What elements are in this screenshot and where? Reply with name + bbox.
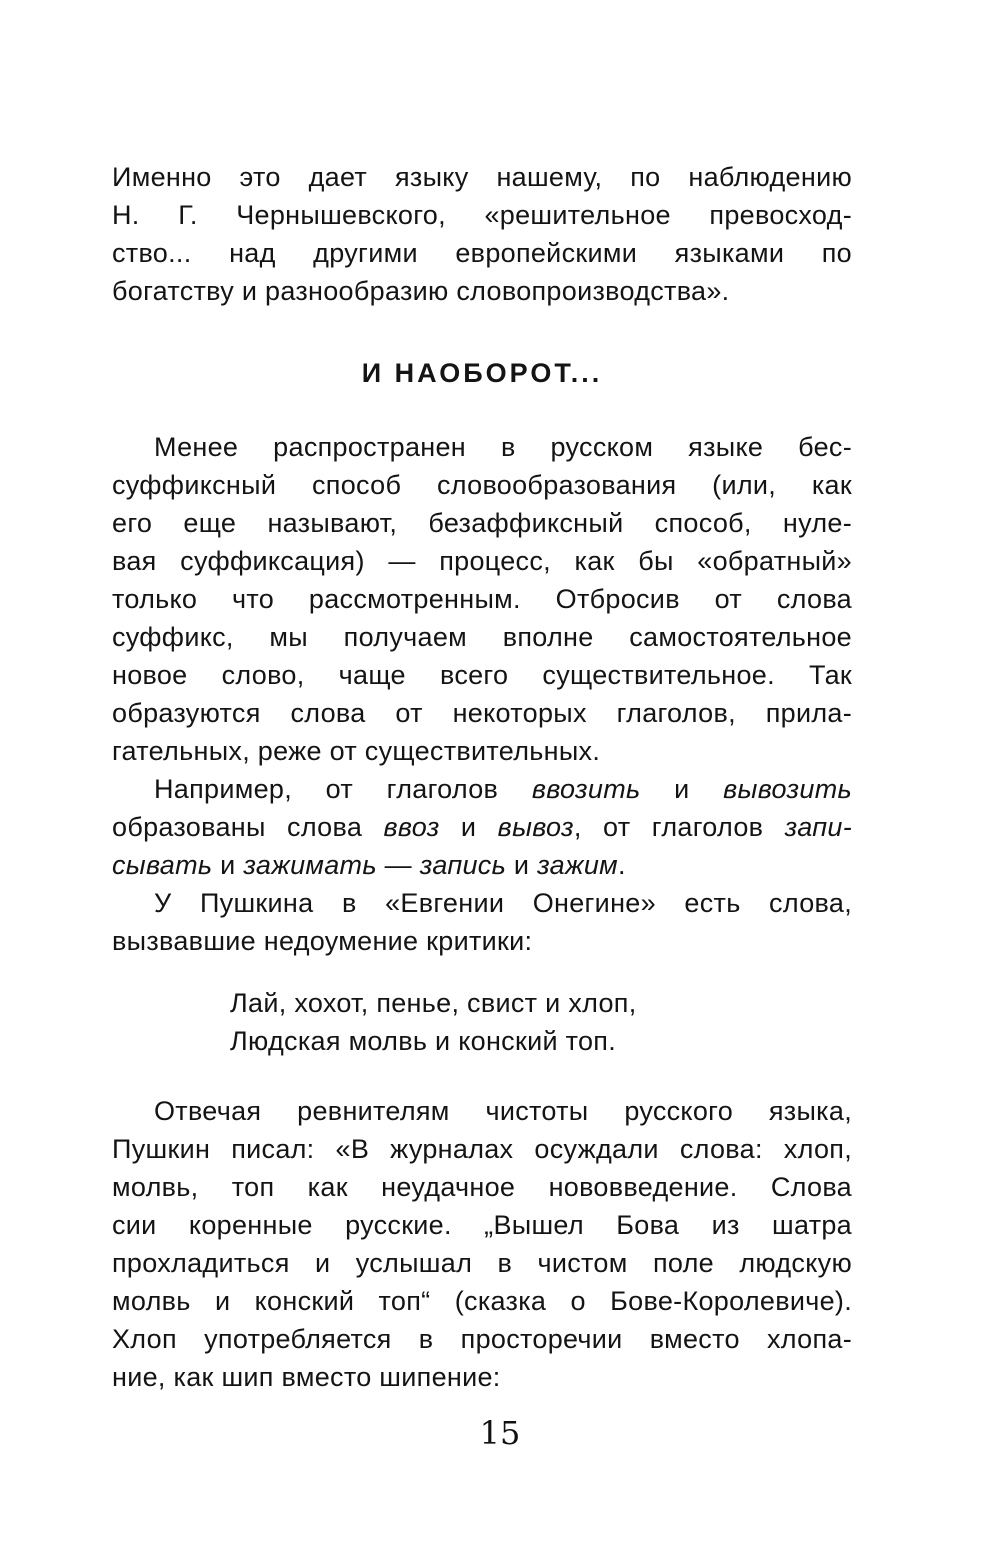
text-line [112, 1206, 852, 1244]
italic-text: ввоз [383, 812, 440, 842]
body-text: ство... над другими европейскими языками по [112, 238, 852, 268]
body-text: и [439, 812, 498, 842]
body-text: , от глаголов [573, 812, 785, 842]
body-text: вызвавшие недоумение критики: [112, 926, 533, 956]
body-text: Например, от глаголов [154, 774, 532, 804]
text-line [112, 1092, 852, 1130]
paragraph [112, 158, 852, 310]
body-text: У Пушкина в «Евгении Онегине» есть слова, [154, 888, 852, 918]
text-line [112, 234, 852, 272]
italic-text: запи- [784, 812, 852, 842]
text-blocks [112, 158, 852, 1396]
verse-line: Лай, хохот, пенье, свист и хлоп, [230, 988, 637, 1018]
paragraph [112, 1092, 852, 1396]
text-line [112, 846, 852, 884]
body-text: молвь и конский топ“ (сказка о Бове-Королевиче). [112, 1286, 852, 1316]
body-text: прохладиться и услышал в чистом поле людскую [112, 1248, 852, 1278]
body-text: Хлоп употребляется в просторечии вместо хлопа- [112, 1324, 852, 1354]
verse-quote [230, 984, 852, 1060]
text-line [112, 466, 852, 504]
text-line [112, 732, 852, 770]
text-line [112, 1358, 852, 1396]
page-number: 15 [479, 1414, 521, 1452]
text-line [112, 428, 852, 466]
text-line [112, 542, 852, 580]
body-text: Менее распространен в русском языке бес- [154, 432, 852, 462]
body-text: . [617, 850, 626, 880]
body-text: и [212, 850, 244, 880]
text-line [112, 158, 852, 196]
italic-text: вывозить [723, 774, 852, 804]
text-line [112, 504, 852, 542]
text-line [112, 770, 852, 808]
text-line [112, 656, 852, 694]
text-line [112, 1320, 852, 1358]
body-text: сии коренные русские. „Вышел Бова из шатра [112, 1210, 852, 1240]
body-text: суффиксный способ словообразования (или, как [112, 470, 852, 500]
text-line [112, 922, 852, 960]
body-text: образованы слова [112, 812, 384, 842]
verse-line: Людская молвь и конский топ. [230, 1026, 617, 1056]
paragraph [112, 770, 852, 884]
italic-text: вывоз [497, 812, 574, 842]
text-line [112, 694, 852, 732]
text-line [112, 272, 852, 310]
text-line [112, 808, 852, 846]
italic-text: ввозить [531, 774, 641, 804]
text-line [112, 618, 852, 656]
text-line [112, 884, 852, 922]
text-line [112, 1282, 852, 1320]
text-line [112, 1244, 852, 1282]
body-text: новое слово, чаще всего существительное. Так [112, 660, 852, 690]
body-text: Именно это дает языку нашему, по наблюдению [112, 162, 852, 192]
italic-text: зажимать [243, 850, 377, 880]
italic-text: сывать [112, 850, 213, 880]
body-text: Н. Г. Чернышевского, «решительное превосход- [112, 200, 852, 230]
body-text: его еще называют, безаффиксный способ, нуле- [112, 508, 852, 538]
italic-text: запись [419, 850, 507, 880]
paragraph [112, 884, 852, 960]
text-line [112, 1130, 852, 1168]
body-text: богатству и разнообразию словопроизводства». [112, 276, 730, 306]
body-text: Пушкин писал: «В журналах осуждали слова: хлоп, [112, 1134, 852, 1164]
body-text: Отвечая ревнителям чистоты русского языка, [154, 1096, 852, 1126]
text-line [112, 580, 852, 618]
body-text: образуются слова от некоторых глаголов, прила- [112, 698, 852, 728]
italic-text: зажим [537, 850, 618, 880]
section-heading: И НАОБОРОТ... [361, 358, 603, 388]
body-text: молвь, топ как неудачное нововведение. Слова [112, 1172, 852, 1202]
text-line [112, 1168, 852, 1206]
body-text: ние, как шип вместо шипение: [112, 1362, 501, 1392]
body-text: только что рассмотренным. Отбросив от слова [112, 584, 852, 614]
body-text: гательных, реже от существительных. [112, 736, 601, 766]
paragraph [112, 428, 852, 770]
body-text: и [506, 850, 538, 880]
text-line [112, 196, 852, 234]
body-text: суффикс, мы получаем вполне самостоятельное [112, 622, 852, 652]
body-text: и [640, 774, 724, 804]
body-text: — [376, 850, 420, 880]
body-text: вая суффиксация) — процесс, как бы «обратный» [112, 546, 852, 576]
